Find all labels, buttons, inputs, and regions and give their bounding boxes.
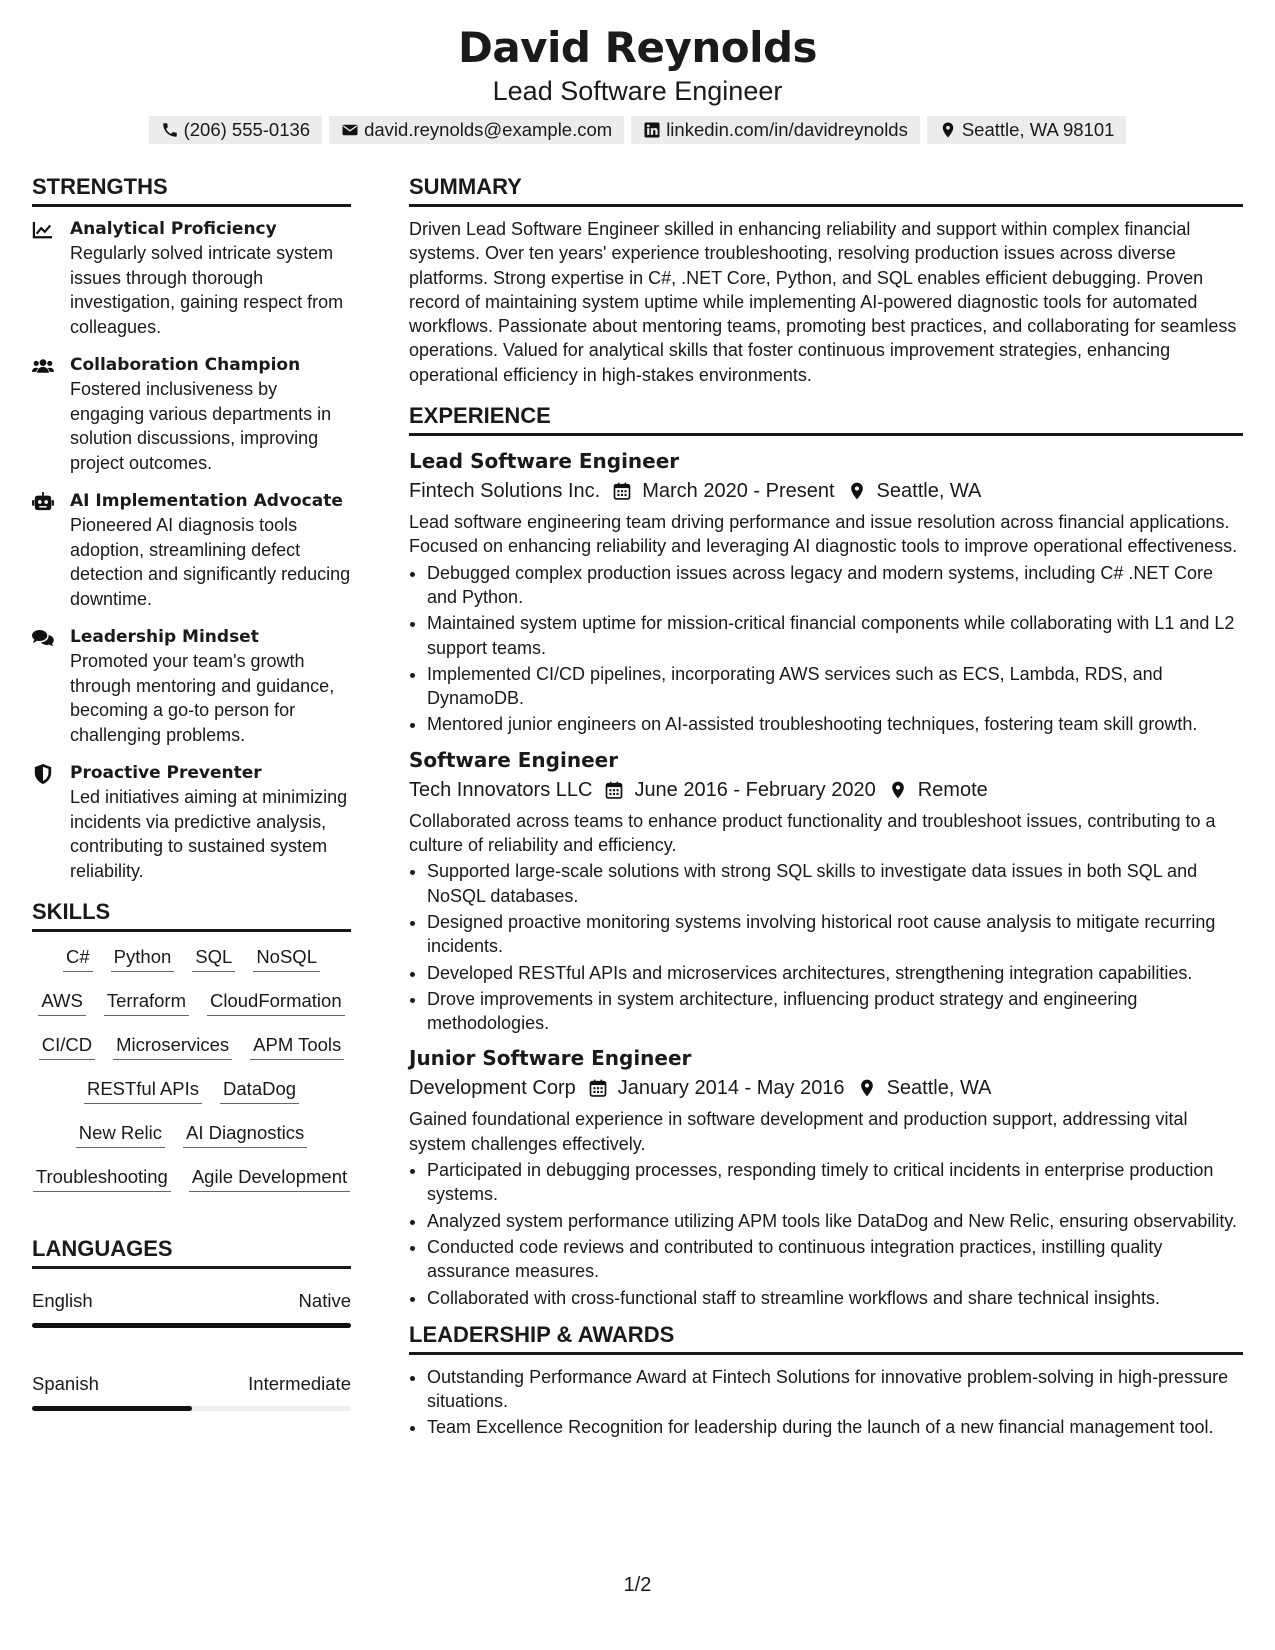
- strength-item: [32, 353, 351, 475]
- strength-desc: Promoted your team's growth through mentoring and guidance, becoming a go-to person for challenging problems.: [70, 651, 335, 745]
- location-icon: [847, 481, 867, 501]
- contact-location[interactable]: [927, 116, 1127, 144]
- language-level: Intermediate: [248, 1373, 351, 1394]
- language-level: Native: [298, 1290, 351, 1311]
- language-item: [32, 1279, 351, 1328]
- job-title: Junior Software Engineer: [409, 1046, 692, 1071]
- job-description: Collaborated across teams to enhance product functionality and troubleshoot issues, contributing to a culture of reliability and efficiency.: [409, 810, 1216, 856]
- contact-bar: [0, 116, 1275, 144]
- strength-item: [32, 489, 351, 611]
- calendar-icon: [588, 1078, 608, 1098]
- job-bullets: [409, 561, 1243, 737]
- strength-desc: Led initiatives aiming at minimizing incidents via predictive analysis, contributing to sustained system reliability.: [70, 787, 348, 881]
- job-bullet: • Implemented CI/CD pipelines, incorporating AWS services such as ECS, Lambda, RDS, and DynamoDB.: [427, 662, 1243, 711]
- location-icon: [857, 1078, 877, 1098]
- contact-phone[interactable]: [149, 116, 323, 144]
- resume-header: [0, 0, 1275, 144]
- job-meta: [409, 1073, 1243, 1103]
- skills-list: [32, 942, 351, 1192]
- job-bullet: • Drove improvements in system architecture, influencing product strategy and engineering methodologies.: [427, 987, 1243, 1036]
- page-number: 1/2: [623, 1574, 652, 1596]
- strength-item: [32, 625, 351, 747]
- experience-heading: EXPERIENCE: [409, 401, 1243, 436]
- robot-icon: [32, 492, 54, 512]
- job-location: Seattle, WA: [876, 480, 982, 503]
- language-name: English: [32, 1290, 93, 1311]
- job-description: Gained foundational experience in software development and production support, addressing vital system challenges effectively.: [409, 1109, 1188, 1154]
- strength-title: AI Implementation Advocate: [70, 491, 343, 511]
- job-bullet: • Analyzed system performance utilizing APM tools like DataDog and New Relic, ensuring observability.: [427, 1209, 1243, 1233]
- strength-desc: Pioneered AI diagnosis tools adoption, streamlining defect detection and significantly reducing downtime.: [70, 515, 351, 609]
- contact-location-text: Seattle, WA 98101: [961, 119, 1115, 140]
- contact-email[interactable]: [329, 116, 624, 144]
- leadership-bullets: [409, 1365, 1243, 1440]
- job-location: Seattle, WA: [886, 1077, 992, 1100]
- job-company: Development Corp: [409, 1077, 576, 1100]
- job-dates: March 2020 - Present: [642, 480, 835, 503]
- job-bullets: [409, 1158, 1243, 1310]
- skill-tag: RESTful APIs: [84, 1076, 202, 1104]
- location-icon: [888, 780, 908, 800]
- job-entry: [409, 745, 1243, 1036]
- job-bullet: • Maintained system uptime for mission-critical financial components while collaborating with L1 and L2 support teams.: [427, 611, 1243, 660]
- language-bar-fill: [32, 1323, 351, 1328]
- job-dates: January 2014 - May 2016: [617, 1077, 845, 1100]
- contact-linkedin[interactable]: [631, 116, 920, 144]
- strength-desc: Regularly solved intricate system issues through thorough investigation, gaining respect from colleagues.: [70, 243, 344, 337]
- users-icon: [32, 356, 54, 376]
- chart-line-icon: [32, 220, 54, 240]
- leadership-bullet: • Team Excellence Recognition for leadership during the launch of a new financial management tool.: [427, 1415, 1243, 1439]
- job-bullet: • Developed RESTful APIs and microservices architectures, strengthening integration capabilities.: [427, 961, 1243, 985]
- envelope-icon: [341, 121, 359, 139]
- skill-tag: CloudFormation: [207, 988, 345, 1016]
- job-company: Fintech Solutions Inc.: [409, 480, 601, 503]
- strength-title: Leadership Mindset: [70, 627, 259, 647]
- strength-title: Analytical Proficiency: [70, 219, 277, 239]
- skill-tag: NoSQL: [253, 944, 320, 972]
- strength-desc: Fostered inclusiveness by engaging various departments in solution discussions, improving project outcomes.: [70, 379, 332, 473]
- skill-tag: Python: [111, 944, 175, 972]
- leadership-bullet: • Outstanding Performance Award at Fintech Solutions for innovative problem-solving in high-pressure situations.: [427, 1365, 1243, 1414]
- summary-text: Driven Lead Software Engineer skilled in enhancing reliability and support within complex financial systems. Over ten years' experience troubleshooting, resolving production issues across diverse platforms. Strong expertise in C#, .NET Core, Python, and SQL enables efficient debugging. Proven record of maintaining system uptime while implementing AI-powered diagnostic tools for automated workflows. Passionate about mentoring teams, promoting best practices, and collaborating for seamless operations. Valued for analytical skills that foster continuous improvement strategies, enhancing operational efficiency in high-stakes environments.: [409, 219, 1237, 385]
- job-dates: June 2016 - February 2020: [634, 778, 876, 801]
- contact-phone-text: (206) 555-0136: [183, 119, 311, 140]
- job-meta: [409, 476, 1243, 506]
- job-bullet: • Conducted code reviews and contributed to continuous integration practices, instilling quality assurance measures.: [427, 1235, 1243, 1284]
- leadership-heading: LEADERSHIP & AWARDS: [409, 1320, 1243, 1355]
- job-entry: [409, 1043, 1243, 1309]
- job-bullet: • Mentored junior engineers on AI-assisted troubleshooting techniques, fostering team skill growth.: [427, 712, 1243, 736]
- job-title: Lead Software Engineer: [409, 449, 680, 474]
- left-column: [32, 172, 351, 1431]
- shield-icon: [32, 764, 54, 784]
- calendar-icon: [604, 780, 624, 800]
- skill-tag: New Relic: [76, 1120, 165, 1148]
- linkedin-icon: [643, 121, 661, 139]
- job-bullet: • Participated in debugging processes, responding timely to critical incidents in enterprise production systems.: [427, 1158, 1243, 1207]
- summary-heading: SUMMARY: [409, 172, 1243, 207]
- strength-item: [32, 761, 351, 883]
- comments-icon: [32, 628, 54, 648]
- job-description: Lead software engineering team driving performance and issue resolution across financial applications. Focused on enhancing reliability and leveraging AI diagnostic tools to improve operational effectiveness.: [409, 512, 1238, 557]
- candidate-name: David Reynolds: [457, 23, 818, 72]
- phone-icon: [161, 121, 179, 139]
- job-bullets: [409, 859, 1243, 1035]
- skill-tag: SQL: [192, 944, 235, 972]
- job-bullet: • Designed proactive monitoring systems involving historical root cause analysis to mitigate recurring incidents.: [427, 910, 1243, 959]
- skill-tag: AI Diagnostics: [183, 1120, 307, 1148]
- candidate-title: Lead Software Engineer: [492, 76, 783, 106]
- skill-tag: Agile Development: [189, 1164, 350, 1192]
- job-bullet: • Collaborated with cross-functional staff to streamline workflows and share technical insights.: [427, 1286, 1243, 1310]
- language-bar: [32, 1323, 351, 1328]
- language-item: [32, 1348, 351, 1411]
- languages-heading: LANGUAGES: [32, 1234, 351, 1269]
- skill-tag: CI/CD: [39, 1032, 95, 1060]
- language-bar-fill: [32, 1406, 192, 1411]
- skill-tag: Microservices: [113, 1032, 232, 1060]
- right-column: [409, 172, 1243, 1442]
- language-name: Spanish: [32, 1373, 99, 1394]
- skill-tag: APM Tools: [250, 1032, 344, 1060]
- skills-heading: SKILLS: [32, 897, 351, 932]
- contact-linkedin-text: linkedin.com/in/davidreynolds: [666, 119, 908, 140]
- job-company: Tech Innovators LLC: [409, 778, 593, 801]
- job-location: Remote: [917, 778, 988, 801]
- strength-title: Collaboration Champion: [70, 355, 301, 375]
- language-bar: [32, 1406, 351, 1411]
- skill-tag: AWS: [38, 988, 85, 1016]
- job-bullet: • Supported large-scale solutions with strong SQL skills to investigate data issues in both SQL and NoSQL databases.: [427, 859, 1243, 908]
- job-title: Software Engineer: [409, 747, 619, 772]
- calendar-icon: [612, 481, 632, 501]
- job-bullet: • Debugged complex production issues across legacy and modern systems, including C# .NET Core and Python.: [427, 561, 1243, 610]
- job-entry: [409, 446, 1243, 737]
- strengths-heading: STRENGTHS: [32, 172, 351, 207]
- strength-title: Proactive Preventer: [70, 763, 262, 783]
- skill-tag: DataDog: [220, 1076, 299, 1104]
- job-meta: [409, 775, 1243, 805]
- strength-item: [32, 217, 351, 339]
- contact-email-text: david.reynolds@example.com: [364, 119, 613, 140]
- skill-tag: Terraform: [104, 988, 189, 1016]
- skill-tag: Troubleshooting: [33, 1164, 171, 1192]
- location-icon: [939, 121, 957, 139]
- skill-tag: C#: [63, 944, 93, 972]
